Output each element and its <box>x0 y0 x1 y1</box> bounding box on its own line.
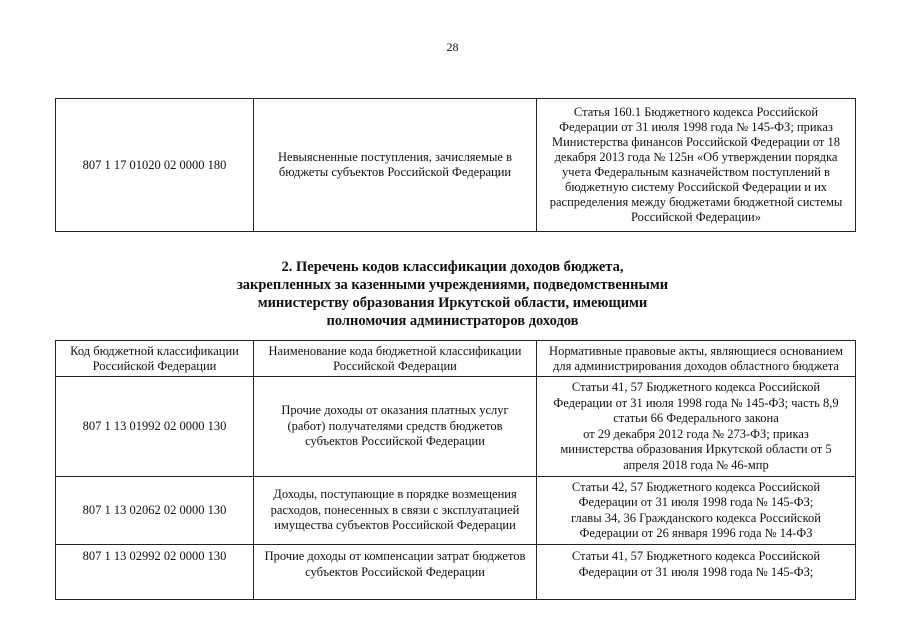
text-line: Федерации от 31 июля 1998 года № 145-ФЗ; <box>578 495 814 509</box>
acts-cell <box>537 99 856 232</box>
table-row <box>56 545 856 600</box>
text-line: Российской Федерации» <box>630 210 761 224</box>
text-line: субъектов Российской Федерации <box>305 434 485 449</box>
text-line: расходов, понесенных в связи с эксплуатацией <box>270 502 520 517</box>
text-line: Статья 160.1 Бюджетного кодекса Российской <box>573 105 819 119</box>
table-row <box>56 99 856 232</box>
text-line: апреля 2018 года № 46-мпр <box>623 457 769 472</box>
text-line: декабря 2013 года № 125н «Об утверждении порядка <box>554 150 838 164</box>
table-row <box>56 377 856 477</box>
name-cell <box>254 99 537 232</box>
text-line: от 29 декабря 2012 года № 273-ФЗ; приказ <box>583 426 809 441</box>
text-line: Российской Федерации <box>333 358 457 373</box>
text-line: Прочие доходы от компенсации затрат бюджетов <box>264 549 526 563</box>
text-line: Прочие доходы от оказания платных услуг <box>281 403 509 418</box>
name-cell <box>254 545 537 600</box>
text-line: распределения между бюджетами бюджетной системы <box>549 195 843 209</box>
text-line: Нормативные правовые акты, являющиеся основанием <box>549 343 843 358</box>
heading-line: закрепленных за казенными учреждениями, подведомственными <box>236 277 669 293</box>
main-table <box>55 340 856 600</box>
heading-line: министерству образования Иркутской области, имеющими <box>257 295 648 311</box>
text-line: Доходы, поступающие в порядке возмещения <box>273 487 517 502</box>
acts-cell <box>537 545 856 600</box>
page-number: 28 <box>446 40 459 54</box>
code-cell: 807 1 13 02062 02 0000 130 <box>56 477 254 545</box>
section-heading <box>0 258 905 330</box>
name-cell <box>254 377 537 477</box>
code-cell: 807 1 17 01020 02 0000 180 <box>56 99 254 232</box>
text-line: Невыясненные поступления, зачисляемые в <box>278 150 512 164</box>
text-line: Статьи 41, 57 Бюджетного кодекса Российской <box>571 549 821 563</box>
text-line: Федерации от 31 июля 1998 года № 145-ФЗ; приказ <box>559 120 833 134</box>
text-line: Статьи 41, 57 Бюджетного кодекса Российской <box>571 380 821 394</box>
top-table <box>55 98 856 232</box>
header-code <box>56 341 254 377</box>
table-header-row <box>56 341 856 377</box>
code-cell: 807 1 13 02992 02 0000 130 <box>56 545 254 600</box>
table-row <box>56 477 856 545</box>
text-line: учета Федеральным казначейством поступлений в <box>562 165 830 179</box>
acts-cell <box>537 377 856 477</box>
code-cell: 807 1 13 01992 02 0000 130 <box>56 377 254 477</box>
text-line: для администрирования доходов областного бюджета <box>553 358 839 373</box>
text-line: Федерации от 31 июля 1998 года № 145-ФЗ; <box>578 564 814 579</box>
text-line: Федерации от 31 июля 1998 года № 145-ФЗ; часть 8,9 <box>553 395 839 410</box>
text-line: имущества субъектов Российской Федерации <box>274 518 516 533</box>
heading-line: 2. Перечень кодов классификации доходов бюджета, <box>281 259 624 275</box>
text-line: Код бюджетной классификации <box>70 343 239 358</box>
text-line: бюджеты субъектов Российской Федерации <box>278 165 512 179</box>
text-line: (работ) получателями средств бюджетов <box>287 418 503 433</box>
text-line: Статьи 42, 57 Бюджетного кодекса Российской <box>571 479 821 494</box>
heading-line: полномочия администраторов доходов <box>326 313 579 329</box>
header-name <box>254 341 537 377</box>
text-line: статьи 66 Федерального закона <box>613 411 779 425</box>
text-line: Российской Федерации <box>92 358 217 373</box>
text-line: Наименование кода бюджетной классификации <box>268 343 522 358</box>
text-line: бюджетную систему Российской Федерации и их <box>564 180 828 194</box>
text-line: главы 34, 36 Гражданского кодекса Российской <box>571 510 821 525</box>
text-line: Министерства финансов Российской Федерации от 18 <box>551 135 840 149</box>
text-line: субъектов Российской Федерации <box>305 564 485 579</box>
text-line: Федерации от 26 января 1996 года № 14-ФЗ <box>579 526 813 540</box>
header-acts <box>537 341 856 377</box>
acts-cell <box>537 477 856 545</box>
text-line: министерства образования Иркутской области от 5 <box>560 442 832 456</box>
name-cell <box>254 477 537 545</box>
